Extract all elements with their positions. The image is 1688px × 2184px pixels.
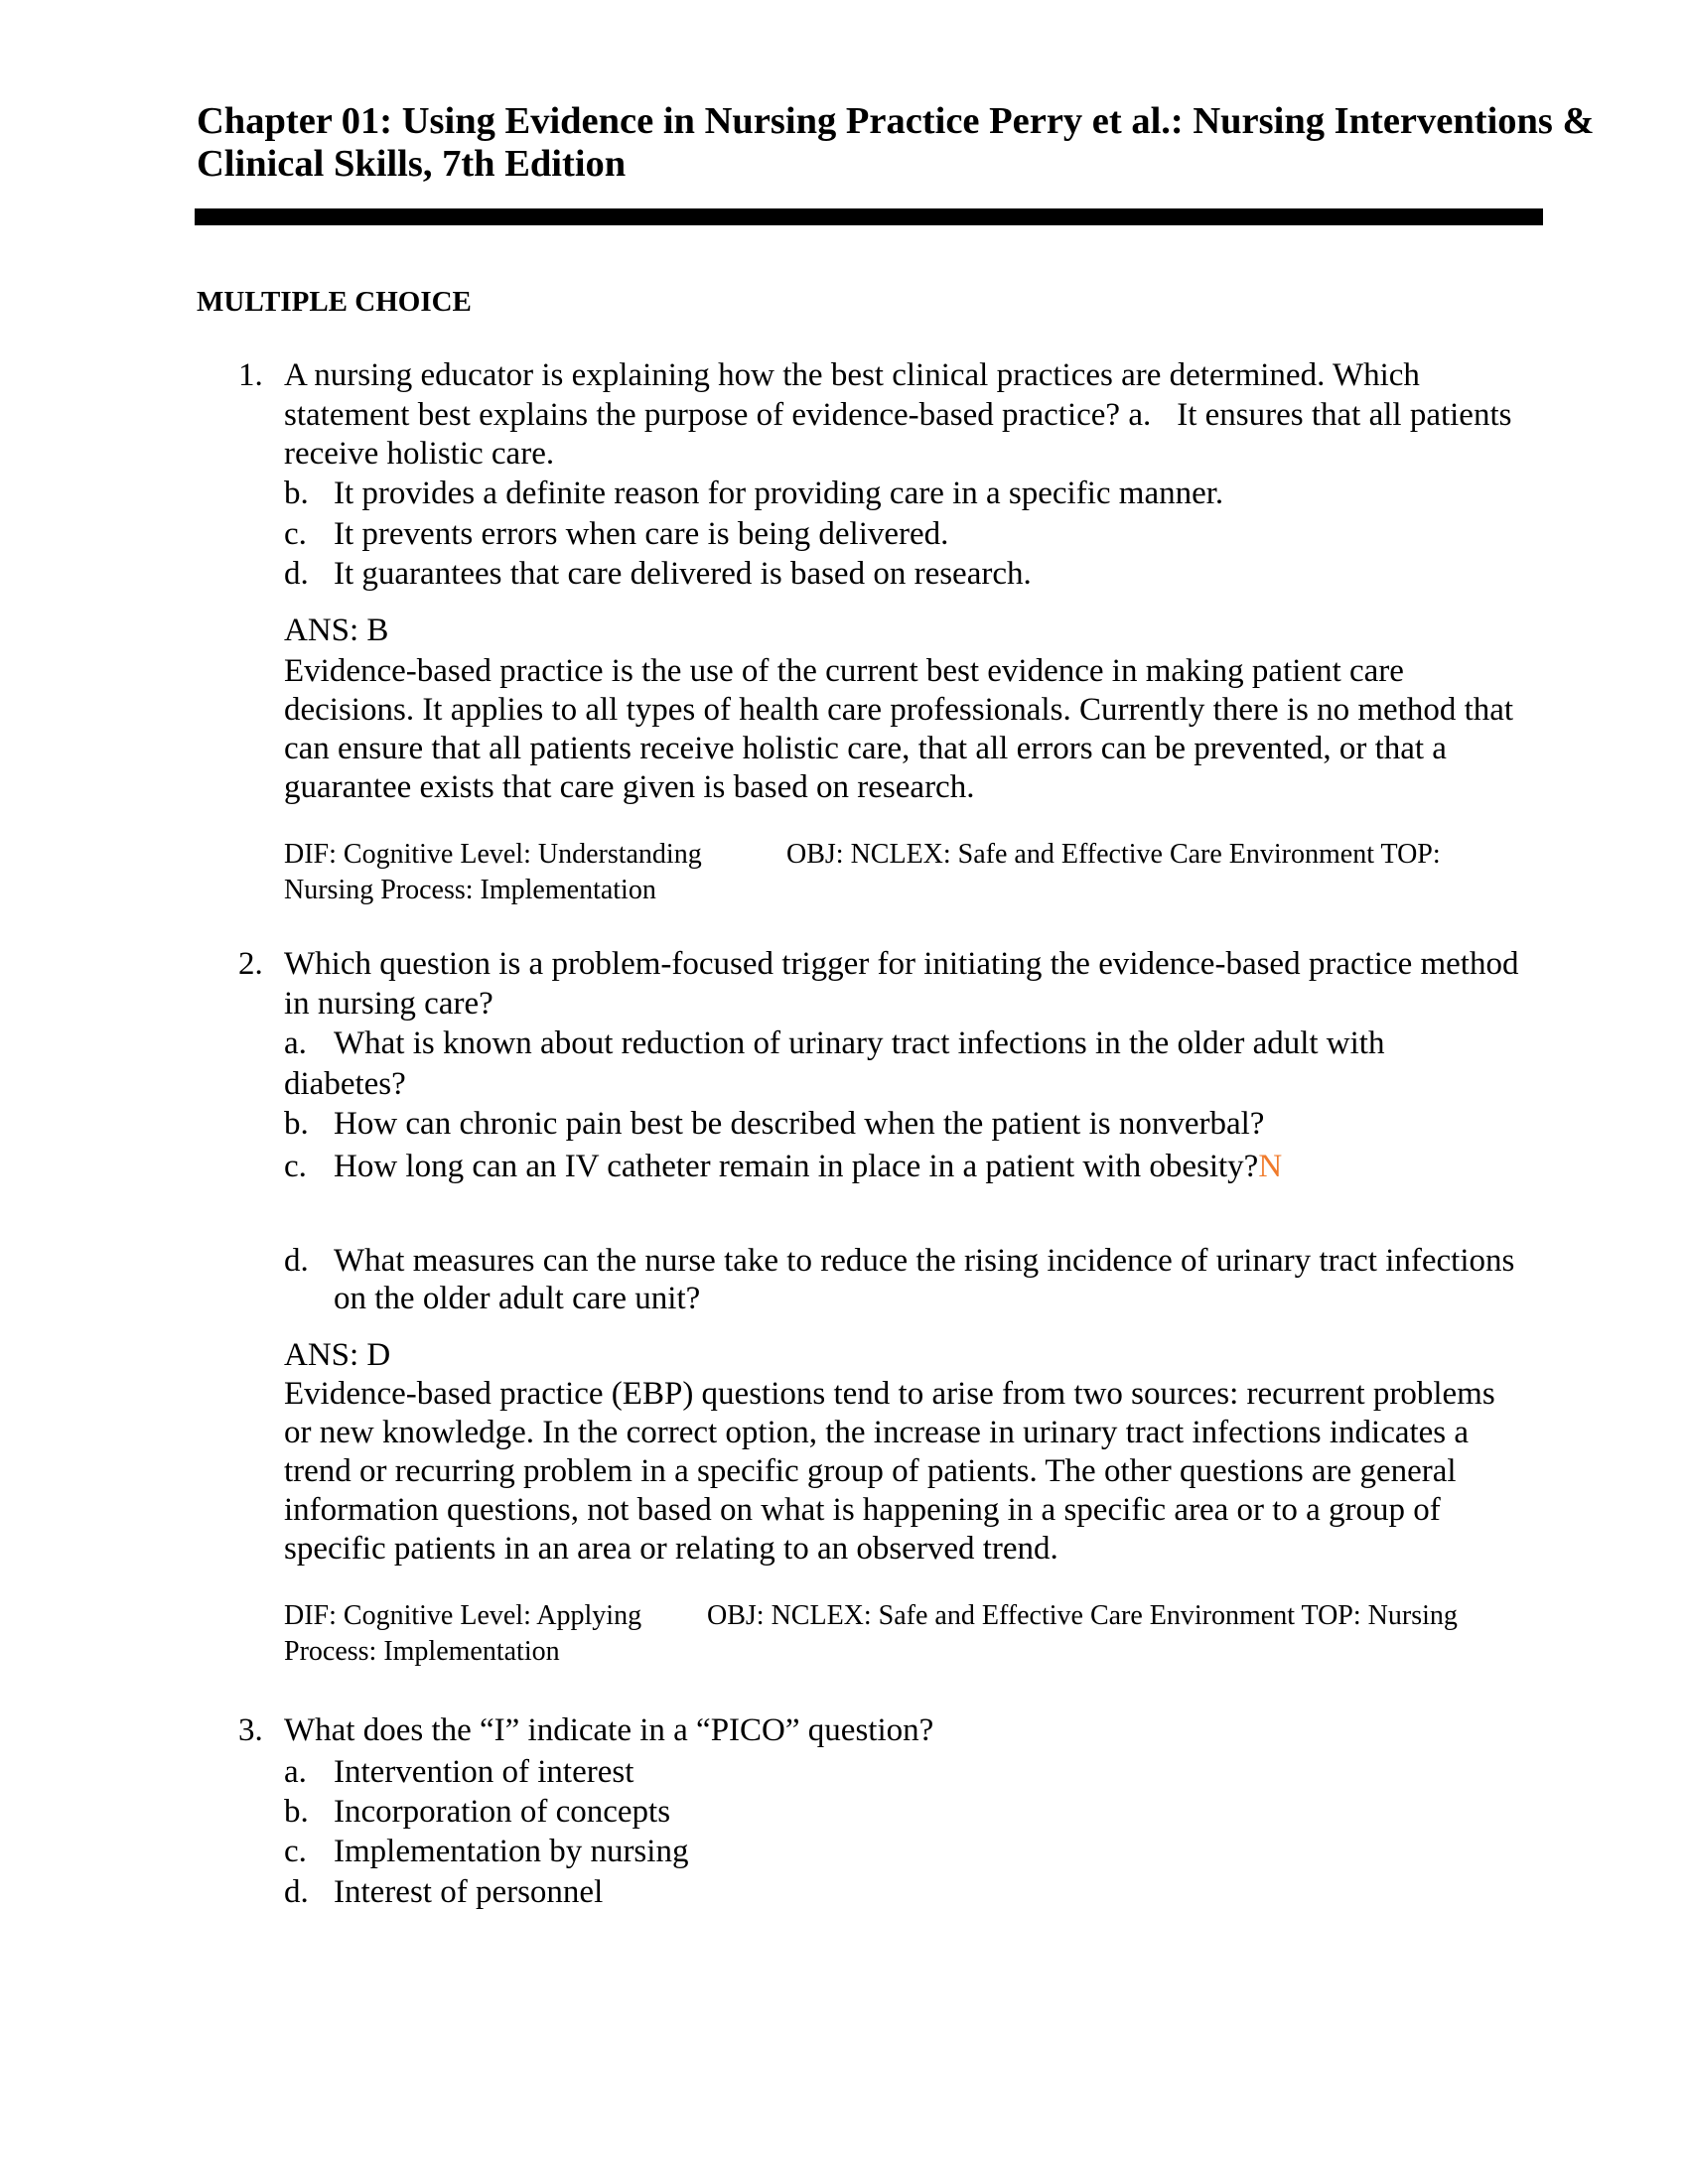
option-letter: d. bbox=[284, 1243, 309, 1279]
chapter-title-line-1: Chapter 01: Using Evidence in Nursing Practice Perry et al.: Nursing Interventions & bbox=[197, 100, 1595, 142]
rationale-line: decisions. It applies to all types of health care professionals. Currently there is no method that bbox=[284, 692, 1514, 728]
option-text-continuation: diabetes? bbox=[284, 1066, 406, 1102]
question-stem-line: What does the “I” indicate in a “PICO” question? bbox=[284, 1712, 934, 1748]
question-number: 1. bbox=[238, 357, 263, 393]
option-text: It guarantees that care delivered is based on research. bbox=[334, 556, 1032, 592]
rationale-line: Evidence-based practice (EBP) questions tend to arise from two sources: recurrent problems bbox=[284, 1376, 1495, 1412]
option-letter: c. bbox=[284, 516, 307, 552]
option-text-with-marker bbox=[334, 1147, 1282, 1186]
question-stem-line: A nursing educator is explaining how the best clinical practices are determined. Which bbox=[284, 357, 1420, 393]
option-text: Incorporation of concepts bbox=[334, 1794, 671, 1830]
option-text-continuation: on the older adult care unit? bbox=[334, 1281, 701, 1316]
option-text: How long can an IV catheter remain in place in a patient with obesity? bbox=[334, 1149, 1259, 1184]
option-letter: b. bbox=[284, 1106, 309, 1142]
topic: Nursing Process: Implementation bbox=[284, 875, 656, 905]
option-letter: b. bbox=[284, 476, 309, 511]
section-heading: MULTIPLE CHOICE bbox=[197, 286, 472, 318]
objective: OBJ: NCLEX: Safe and Effective Care Environment TOP: bbox=[786, 839, 1441, 870]
rationale-line: Evidence-based practice is the use of the current best evidence in making patient care bbox=[284, 653, 1404, 689]
question-number: 2. bbox=[238, 946, 263, 982]
orange-n-marker: N bbox=[1258, 1149, 1283, 1184]
objective: OBJ: NCLEX: Safe and Effective Care Environment TOP: Nursing bbox=[707, 1600, 1458, 1631]
question-number: 3. bbox=[238, 1712, 263, 1748]
rationale-line: specific patients in an area or relating to an observed trend. bbox=[284, 1531, 1058, 1567]
option-text: How can chronic pain best be described when the patient is nonverbal? bbox=[334, 1106, 1265, 1142]
option-text: Intervention of interest bbox=[334, 1754, 634, 1790]
chapter-title-line-2: Clinical Skills, 7th Edition bbox=[197, 143, 627, 185]
question-stem-line: in nursing care? bbox=[284, 986, 493, 1022]
question-stem-line: Which question is a problem-focused trigger for initiating the evidence-based practice method bbox=[284, 946, 1519, 982]
rationale-line: or new knowledge. In the correct option, the increase in urinary tract infections indicates a bbox=[284, 1415, 1470, 1450]
question-stem-line-with-option-a bbox=[284, 395, 1511, 435]
option-letter: c. bbox=[284, 1149, 307, 1184]
option-text-continuation: receive holistic care. bbox=[284, 436, 555, 472]
topic: Process: Implementation bbox=[284, 1636, 560, 1667]
difficulty-level: DIF: Cognitive Level: Understanding bbox=[284, 839, 702, 870]
rationale-line: trend or recurring problem in a specific group of patients. The other questions are general bbox=[284, 1453, 1457, 1489]
rationale-line: guarantee exists that care given is based on research. bbox=[284, 769, 975, 805]
answer-key: ANS: B bbox=[284, 613, 389, 648]
answer-key: ANS: D bbox=[284, 1337, 391, 1373]
option-text: It ensures that all patients bbox=[1177, 397, 1512, 433]
option-text: Interest of personnel bbox=[334, 1874, 604, 1910]
option-text: What is known about reduction of urinary tract infections in the older adult with bbox=[334, 1025, 1385, 1061]
difficulty-level: DIF: Cognitive Level: Applying bbox=[284, 1600, 642, 1631]
rationale-line: can ensure that all patients receive holistic care, that all errors can be prevented, or that a bbox=[284, 731, 1447, 766]
option-letter: c. bbox=[284, 1834, 307, 1869]
option-text: What measures can the nurse take to reduce the rising incidence of urinary tract infections bbox=[334, 1243, 1515, 1279]
option-letter: a. bbox=[284, 1754, 307, 1790]
option-letter: d. bbox=[284, 1874, 309, 1910]
option-text: Implementation by nursing bbox=[334, 1834, 689, 1869]
header-rule-divider bbox=[195, 208, 1543, 225]
rationale-line: information questions, not based on what is happening in a specific area or to a group of bbox=[284, 1492, 1441, 1528]
option-letter: a. bbox=[1128, 397, 1152, 433]
option-letter: b. bbox=[284, 1794, 309, 1830]
option-text: It prevents errors when care is being delivered. bbox=[334, 516, 949, 552]
question-stem-text: statement best explains the purpose of evidence-based practice? bbox=[284, 397, 1121, 433]
option-letter: d. bbox=[284, 556, 309, 592]
option-text: It provides a definite reason for providing care in a specific manner. bbox=[334, 476, 1224, 511]
option-letter: a. bbox=[284, 1025, 307, 1061]
